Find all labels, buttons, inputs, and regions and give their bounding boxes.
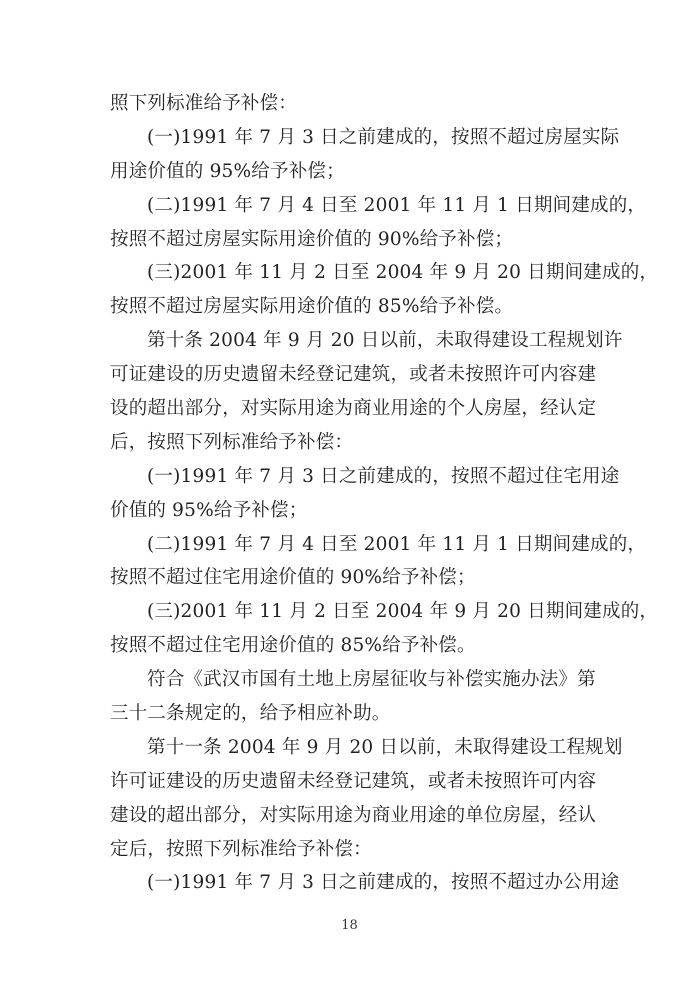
body-text-line: 后，按照下列标准给予补偿： — [110, 431, 354, 453]
body-text-line: 可证建设的历史遗留未经登记建筑，或者未按照许可内容建 — [110, 364, 597, 386]
body-text-line: 价值的 95%给予补偿； — [110, 499, 308, 521]
article-eleven-heading-line: 第十一条 2004 年 9 月 20 日以前，未取得建设工程规划 — [147, 736, 623, 758]
body-text-line: 设的超出部分，对实际用途为商业用途的个人房屋，经认定 — [110, 398, 597, 420]
body-text-line: (三)2001 年 11 月 2 日至 2004 年 9 月 20 日期间建成的， — [147, 601, 659, 623]
body-text-line: 建设的超出部分，对实际用途为商业用途的单位房屋，经认 — [110, 804, 597, 826]
body-text-line: (二)1991 年 7 月 4 日至 2001 年 11 月 1 日期间建成的， — [147, 533, 647, 555]
body-text-line: (二)1991 年 7 月 4 日至 2001 年 11 月 1 日期间建成的， — [147, 194, 647, 216]
body-text-line: (一)1991 年 7 月 3 日之前建成的，按照不超过住宅用途 — [147, 465, 620, 487]
body-text-line: (一)1991 年 7 月 3 日之前建成的，按照不超过办公用途 — [147, 872, 620, 894]
body-text-line: 三十二条规定的，给予相应补助。 — [110, 703, 391, 725]
body-text-line: 按照不超过房屋实际用途价值的 90%给予补偿； — [110, 228, 514, 250]
body-text-line: 符合《武汉市国有土地上房屋征收与补偿实施办法》第 — [147, 669, 596, 691]
body-text-line: 按照不超过住宅用途价值的 90%给予补偿； — [110, 567, 476, 589]
body-text-line: 用途价值的 95%给予补偿； — [110, 160, 345, 182]
document-body — [110, 87, 659, 900]
body-text-line: 许可证建设的历史遗留未经登记建筑，或者未按照许可内容 — [110, 770, 597, 792]
article-ten-heading-line: 第十条 2004 年 9 月 20 日以前，未取得建设工程规划许 — [147, 330, 623, 352]
body-text-line: 照下列标准给予补偿： — [110, 93, 298, 114]
body-text-line: 定后，按照下列标准给予补偿： — [110, 838, 372, 860]
body-text-line: 按照不超过住宅用途价值的 85%给予补偿。 — [110, 635, 476, 657]
page-number: 18 — [341, 918, 358, 933]
body-text-line: (一)1991 年 7 月 3 日之前建成的，按照不超过房屋实际 — [147, 126, 620, 148]
body-text-line: (三)2001 年 11 月 2 日至 2004 年 9 月 20 日期间建成的， — [147, 262, 659, 284]
body-text-line: 按照不超过房屋实际用途价值的 85%给予补偿。 — [110, 296, 514, 318]
